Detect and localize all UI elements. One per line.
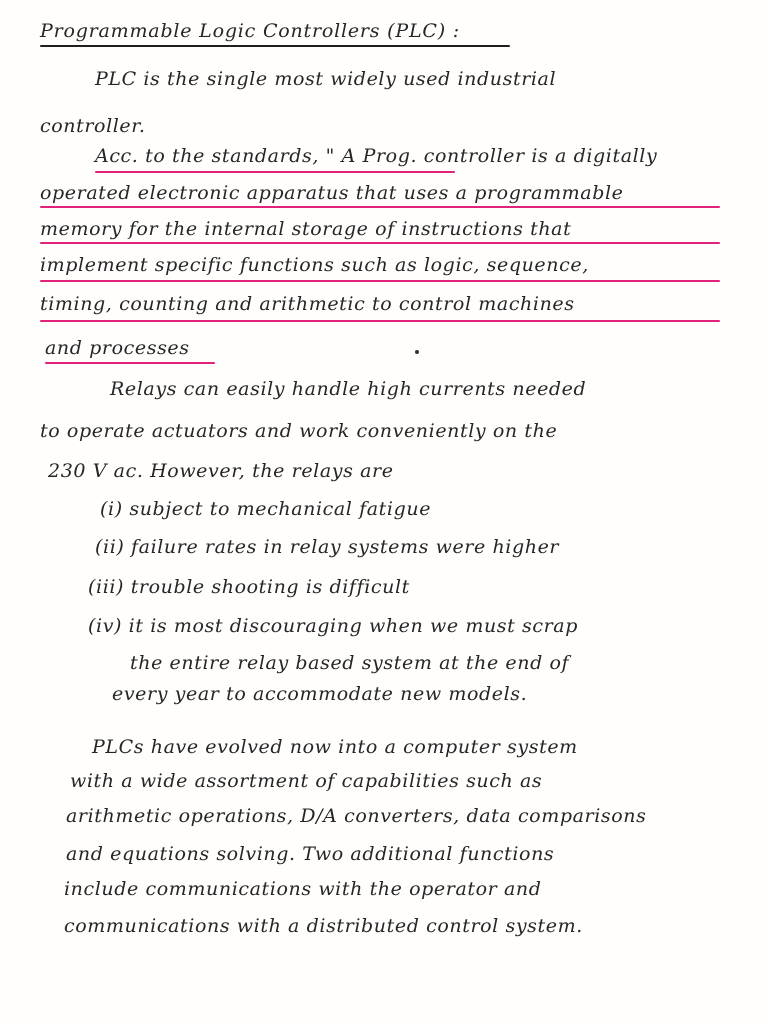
page-title: Programmable Logic Controllers (PLC) : (40, 20, 460, 42)
text-line: operated electronic apparatus that uses a programmable (40, 182, 624, 204)
text-line: 230 V ac. However, the relays are (48, 460, 394, 482)
text-line: Acc. to the standards, " A Prog. controller is a digitally (95, 145, 658, 167)
text-line: implement specific functions such as logic, sequence, (40, 254, 589, 276)
text-line: with a wide assortment of capabilities such as (70, 770, 543, 792)
highlight-underline (40, 280, 720, 282)
title-underline (40, 45, 510, 47)
text-line: to operate actuators and work conveniently on the (40, 420, 558, 442)
text-line: controller. (40, 115, 146, 137)
text-line: PLC is the single most widely used industrial (95, 68, 557, 90)
text-line: memory for the internal storage of instructions that (40, 218, 572, 240)
highlight-underline (95, 171, 455, 173)
text-line: every year to accommodate new models. (112, 683, 528, 705)
list-item: (iii) trouble shooting is difficult (88, 576, 410, 598)
highlight-underline (40, 320, 720, 322)
highlight-underline (40, 206, 720, 208)
text-line: arithmetic operations, D/A converters, data comparisons (66, 805, 647, 827)
stray-dot (415, 350, 419, 354)
text-line: PLCs have evolved now into a computer system (92, 736, 578, 758)
text-line: and equations solving. Two additional functions (66, 843, 555, 865)
text-line: include communications with the operator and (64, 878, 542, 900)
list-item: (i) subject to mechanical fatigue (100, 498, 432, 520)
list-item: (iv) it is most discouraging when we must scrap (88, 615, 578, 637)
text-line: the entire relay based system at the end of (130, 652, 570, 674)
list-item: (ii) failure rates in relay systems were higher (95, 536, 560, 558)
highlight-underline (45, 362, 215, 364)
highlight-underline (40, 242, 720, 244)
text-line: and processes (45, 337, 190, 359)
text-line: Relays can easily handle high currents needed (110, 378, 587, 400)
text-line: timing, counting and arithmetic to control machines (40, 293, 575, 315)
text-line: communications with a distributed control system. (64, 915, 583, 937)
